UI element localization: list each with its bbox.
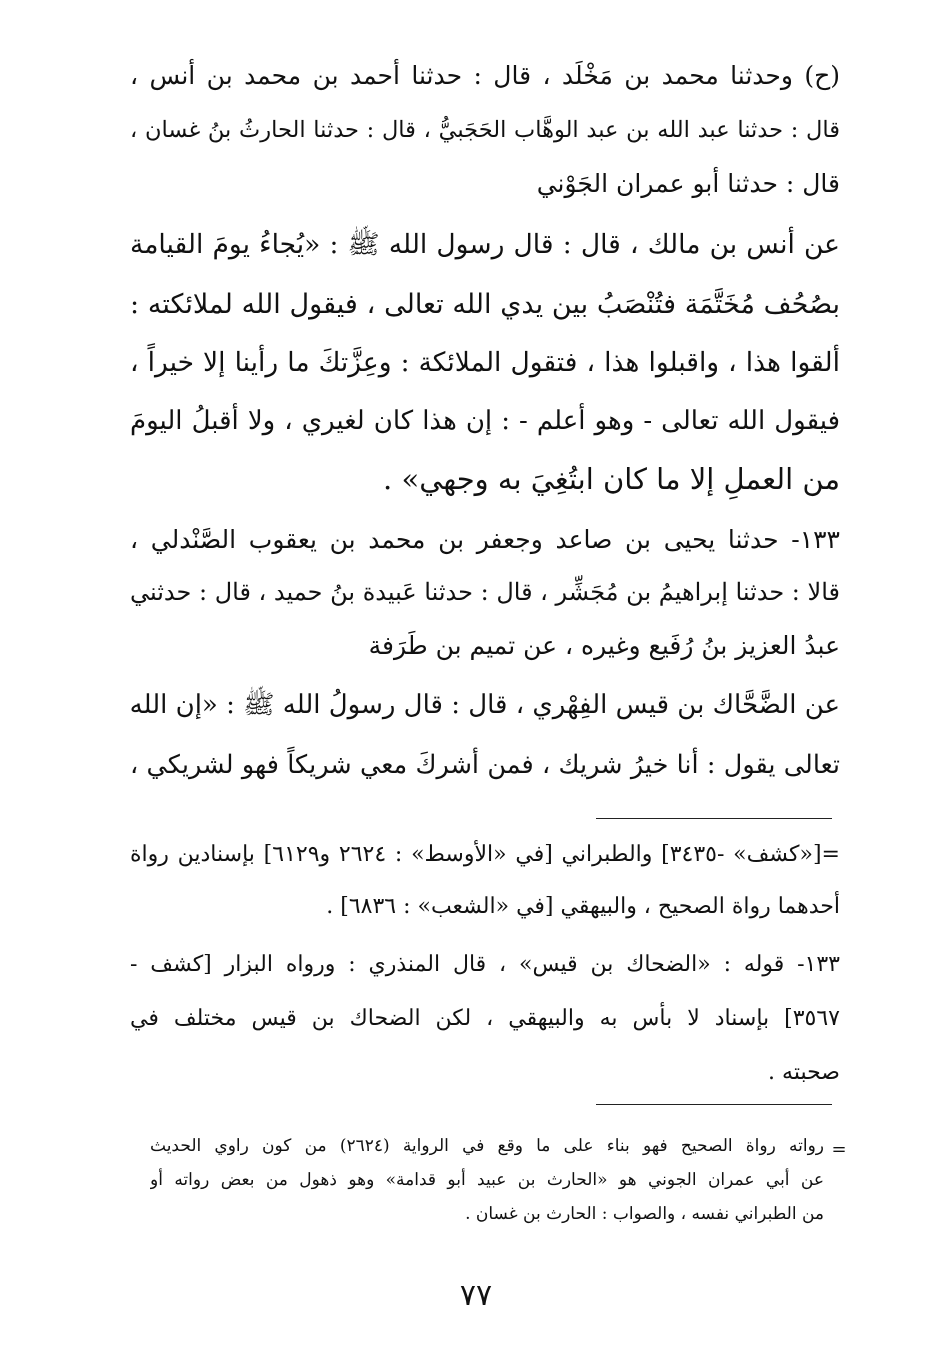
footnote-line-3: من الطبراني نفسه ، والصواب : الحارث بن غسان . bbox=[465, 1204, 824, 1224]
hadith-2-line-1: عن الضَّحَّاك بن قيس الفِهْري ، قال : قال رسولُ الله ﷺ : «إن الله bbox=[130, 690, 840, 720]
footnote-line-1: رواته رواة الصحيح فهو بناء على ما وقع في الرواية (٢٦٢٤) من كون راوي الحديث bbox=[150, 1136, 824, 1156]
footnote-separator bbox=[596, 1104, 832, 1105]
note-continuation-line-1: =[«كشف» -٣٤٣٥] والطبراني [في «الأوسط» : ٢٦٢٤ و٦١٢٩] بإسنادين رواة bbox=[130, 842, 840, 867]
isnad-2-line-1: ١٣٣- حدثنا يحيى بن صاعد وجعفر بن محمد بن يعقوب الصَّنْدلي ، bbox=[130, 525, 840, 554]
isnad-2-line-3: عبدُ العزيز بنُ رُفَيع وغيره ، عن تميم بن طَرَفة bbox=[368, 631, 840, 660]
hadith-1-line-3: ألقوا هذا ، واقبلوا هذا ، فتقول الملائكة : وعِزَّتكَ ما رأينا إلا خيراً ، bbox=[130, 347, 840, 378]
note-133-line-1: ١٣٣- قوله : «الضحاك بن قيس» ، قال المنذري : ورواه البزار [كشف - bbox=[130, 952, 840, 977]
hadith-1-line-1: عن أنس بن مالك ، قال : قال رسول الله ﷺ : «يُجاءُ يومَ القيامة bbox=[130, 229, 840, 260]
hadith-2-line-2: تعالى يقول : أنا خيرُ شريك ، فمن أشركَ معي شريكاً فهو لشريكي ، bbox=[130, 750, 840, 780]
note-continuation-line-2: أحدهما رواة الصحيح ، والبيهقي [في «الشعب» : ٦٨٣٦] . bbox=[326, 894, 840, 919]
isnad-1-line-1: (ح) وحدثنا محمد بن مَخْلَد ، قال : حدثنا أحمد بن محمد بن أنس ، bbox=[130, 61, 840, 90]
footnote-marker: = bbox=[831, 1139, 847, 1160]
hadith-1-line-2: بصُحُف مُخَتَّمَة فتُنْصَبُ بين يدي الله تعالى ، فيقول الله لملائكته : bbox=[130, 289, 840, 320]
hadith-1-line-4: فيقول الله تعالى - وهو أعلم - : إن هذا كان لغيري ، ولا أقبلُ اليومَ bbox=[130, 406, 840, 436]
isnad-1-line-2: قال : حدثنا عبد الله بن عبد الوهَّاب الحَجَبيُّ ، قال : حدثنا الحارثُ بنُ غسان ، bbox=[130, 117, 840, 143]
notes-separator bbox=[596, 818, 832, 819]
isnad-1-line-3: قال : حدثنا أبو عمران الجَوْني bbox=[536, 169, 840, 198]
note-133-line-3: صحبته . bbox=[768, 1060, 840, 1085]
footnote-line-2: عن أبي عمران الجوني هو «الحارث بن عبيد أبو قدامة» وهو ذهول من بعض رواته أو bbox=[150, 1170, 824, 1190]
isnad-2-line-2: قالا : حدثنا إبراهيمُ بن مُجَشِّر ، قال : حدثنا عَبيدة بنُ حميد ، قال : حدثني bbox=[130, 578, 840, 606]
page-number: ٧٧ bbox=[459, 1278, 493, 1313]
hadith-1-line-5: من العملِ إلا ما كان ابتُغِيَ به وجهي» . bbox=[383, 462, 840, 496]
note-133-line-2: ٣٥٦٧] بإسناد لا بأس به والبيهقي ، لكن الضحاك بن قيس مختلف في bbox=[130, 1006, 840, 1031]
